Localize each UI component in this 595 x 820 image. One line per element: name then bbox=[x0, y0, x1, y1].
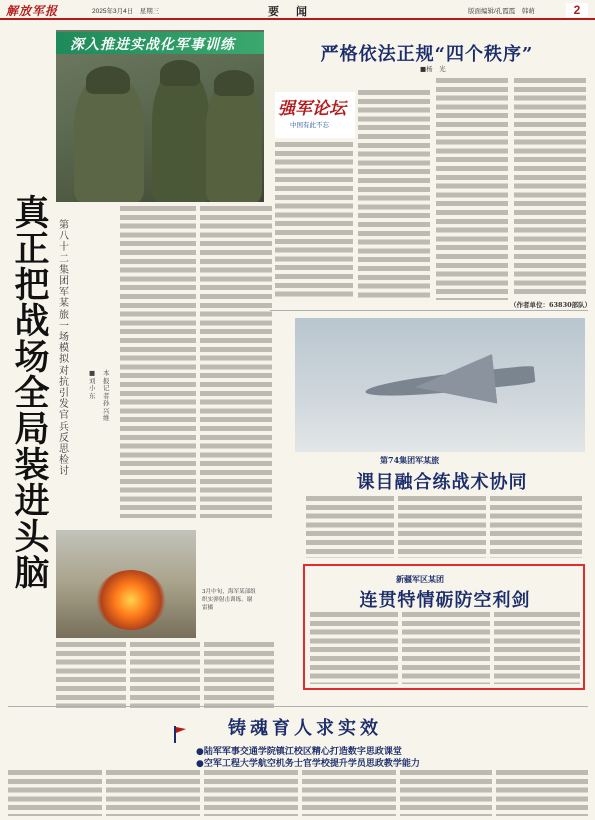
article-body-column bbox=[120, 206, 196, 518]
masthead bbox=[0, 0, 595, 20]
article-body-column bbox=[306, 496, 394, 558]
spacer bbox=[276, 318, 292, 452]
byline: ■刘小东 bbox=[89, 369, 96, 400]
law-headline: 严格依法正规“四个秩序” bbox=[320, 44, 534, 65]
issue-date: 2025年3月4日 星期三 bbox=[92, 8, 160, 15]
main-subheadline: 第八十二集团军某旅一场模拟对抗引发官兵反思检讨 bbox=[59, 220, 69, 478]
helmet-shape bbox=[160, 60, 200, 86]
newspaper-logo: 解放军报 bbox=[6, 4, 59, 18]
article-body-column bbox=[400, 770, 492, 816]
page-editors: 版面编辑/孔霞霞 韩萌 bbox=[468, 8, 535, 15]
article-body-column bbox=[494, 612, 580, 684]
law-byline: ■杨 光 bbox=[420, 65, 446, 73]
photo-caption: 3月中旬，海军某部组织实弹射击训练。谢雷摄 bbox=[202, 589, 256, 611]
soldier-figure bbox=[152, 70, 210, 202]
boxed-story-headline: 连贯特情砺防空利剑 bbox=[359, 590, 531, 611]
divider bbox=[270, 310, 588, 311]
soldier-figure bbox=[206, 80, 262, 202]
explosion-shape bbox=[96, 570, 166, 630]
main-headline: 真正把战场全局装进头脑 bbox=[14, 193, 50, 594]
divider bbox=[8, 706, 588, 707]
section-title: 要 闻 bbox=[268, 6, 310, 18]
article-body-column bbox=[496, 770, 588, 816]
bottom-headline: 铸魂育人求实效 bbox=[228, 718, 382, 739]
article-body-column bbox=[56, 642, 126, 708]
live-fire-photo bbox=[56, 530, 196, 638]
author-affiliation: （作者单位：63830部队） bbox=[510, 301, 592, 309]
soldiers-photo bbox=[56, 30, 264, 202]
article-body-column bbox=[204, 642, 274, 708]
boxed-story-kicker: 新疆军区某团 bbox=[396, 574, 444, 584]
article-body-column bbox=[358, 90, 430, 300]
article-body-column bbox=[402, 612, 490, 684]
helmet-shape bbox=[86, 66, 130, 94]
article-body-column bbox=[275, 142, 353, 300]
article-body-column bbox=[310, 612, 398, 684]
fighter-jet-photo bbox=[295, 318, 585, 452]
article-body-column bbox=[436, 78, 508, 300]
article-body-column bbox=[106, 770, 200, 816]
article-body-column bbox=[8, 770, 102, 816]
page-number: 2 bbox=[566, 3, 588, 17]
byline: 本报记者 孙兴维 bbox=[103, 369, 116, 422]
article-body-column bbox=[514, 78, 586, 296]
helmet-shape bbox=[214, 70, 254, 96]
column-name: 强军论坛 bbox=[278, 99, 346, 119]
mid-story-kicker: 第74集团军某旅 bbox=[380, 455, 440, 465]
column-subname: 中国有此不忘 bbox=[290, 121, 329, 129]
bottom-subheadline: ●空军工程大学航空机务士官学校提升学员思政教学能力 bbox=[196, 759, 420, 769]
article-body-column bbox=[302, 770, 396, 816]
jet-wing-shape bbox=[413, 354, 498, 412]
soldier-figure bbox=[74, 76, 144, 202]
article-body-column bbox=[398, 496, 486, 558]
article-body-column bbox=[204, 770, 298, 816]
mid-story-headline: 课目融合练战术协同 bbox=[356, 472, 528, 493]
article-body-column bbox=[200, 206, 272, 518]
topic-banner-text: 深入推进实战化军事训练 bbox=[70, 36, 235, 52]
article-body-column bbox=[490, 496, 582, 558]
bottom-subheadline: ●陆军军事交通学院镇江校区精心打造数字思政课堂 bbox=[196, 747, 402, 757]
article-body-column bbox=[130, 642, 200, 708]
